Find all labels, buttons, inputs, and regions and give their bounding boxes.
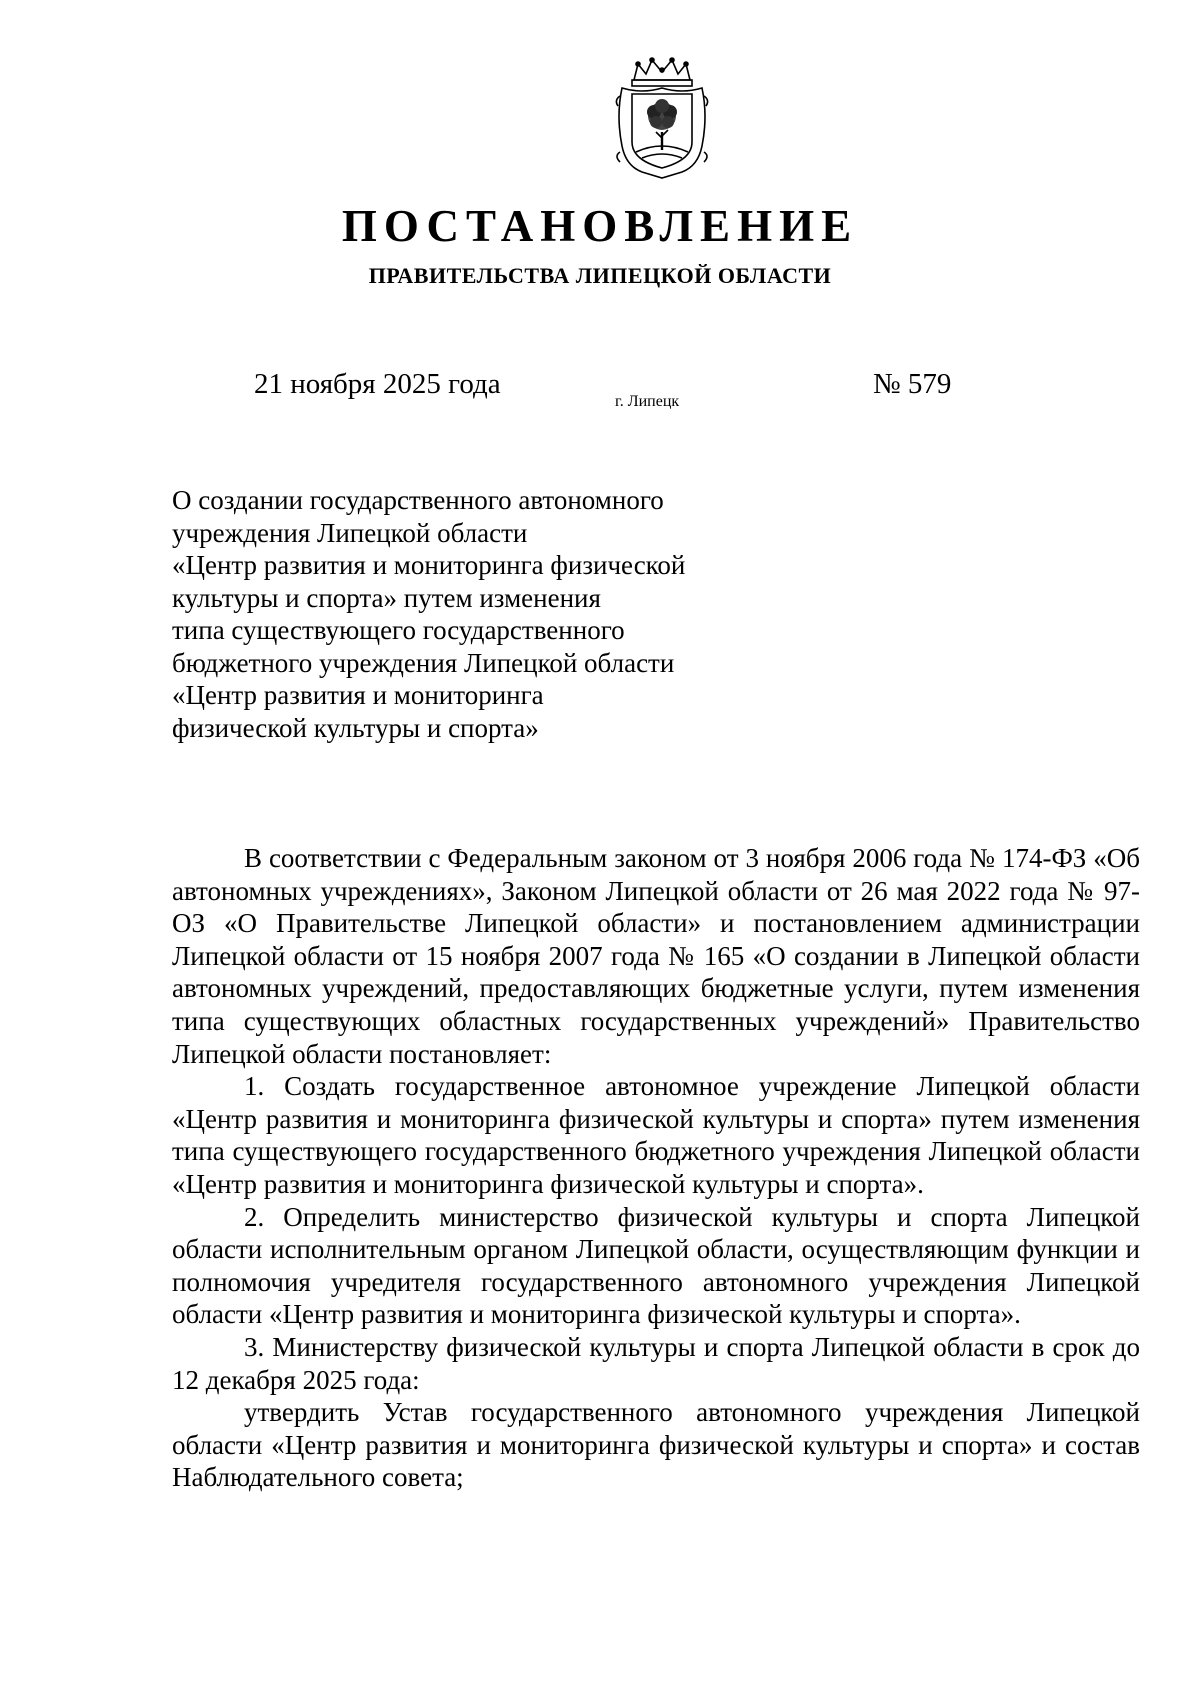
subject-line: типа существующего государственного: [172, 615, 625, 645]
clause-2-paragraph: 2. Определить министерство физической культуры и спорта Липецкой области исполнительным органом Липецкой области, осуществляющим функции и полномочия учредителя государственного автономного учреждения Липецкой области «Центр развития и мониторинга физической культуры и спорта».: [172, 1201, 1140, 1330]
subject-line: физической культуры и спорта»: [172, 712, 539, 743]
document-subject: [172, 484, 732, 744]
document-number: № 579: [873, 368, 952, 400]
clause-3-item-paragraph: утвердить Устав государственного автономного учреждения Липецкой области «Центр развития и мониторинга физической культуры и спорта» и состав Наблюдательного совета;: [172, 1397, 1140, 1493]
document-date: 21 ноября 2025 года: [254, 368, 501, 400]
clause-1-paragraph: 1. Создать государственное автономное учреждение Липецкой области «Центр развития и мониторинга физической культуры и спорта» путем изменения типа существующего государственного бюджетного учреждения Липецкой области «Центр развития и мониторинга физической культуры и спорта».: [172, 1071, 1140, 1199]
clause-3-paragraph: 3. Министерству физической культуры и спорта Липецкой области в срок до 12 декабря 2025 года:: [172, 1331, 1140, 1395]
subject-line: «Центр развития и мониторинга: [172, 680, 544, 710]
subject-line: бюджетного учреждения Липецкой области: [172, 647, 675, 678]
coat-of-arms-icon: [612, 56, 712, 180]
subject-line: «Центр развития и мониторинга физической: [172, 550, 686, 580]
preamble-paragraph: В соответствии с Федеральным законом от 3 ноября 2006 года № 174-ФЗ «Об автономных учреждениях», Законом Липецкой области от 26 мая 2022 года № 97-ОЗ «О Правительстве Липецкой области» и постановлением администрации Липецкой области от 15 ноября 2007 года № 165 «О создании в Липецкой области автономных учреждений, предоставляющих бюджетные услуги, путем изменения типа существующих областных государственных учреждений» Правительство Липецкой области постановляет:: [172, 843, 1140, 1069]
document-title: ПОСТАНОВЛЕНИЕ: [341, 201, 859, 251]
document-body: [172, 842, 1140, 1494]
subject-line: учреждения Липецкой области: [172, 517, 528, 548]
document-subtitle: ПРАВИТЕЛЬСТВА ЛИПЕЦКОЙ ОБЛАСТИ: [368, 263, 832, 288]
subject-line: культуры и спорта» путем изменения: [172, 582, 601, 613]
subject-line: О создании государственного автономного: [172, 485, 664, 515]
document-city: г. Липецк: [615, 393, 680, 410]
